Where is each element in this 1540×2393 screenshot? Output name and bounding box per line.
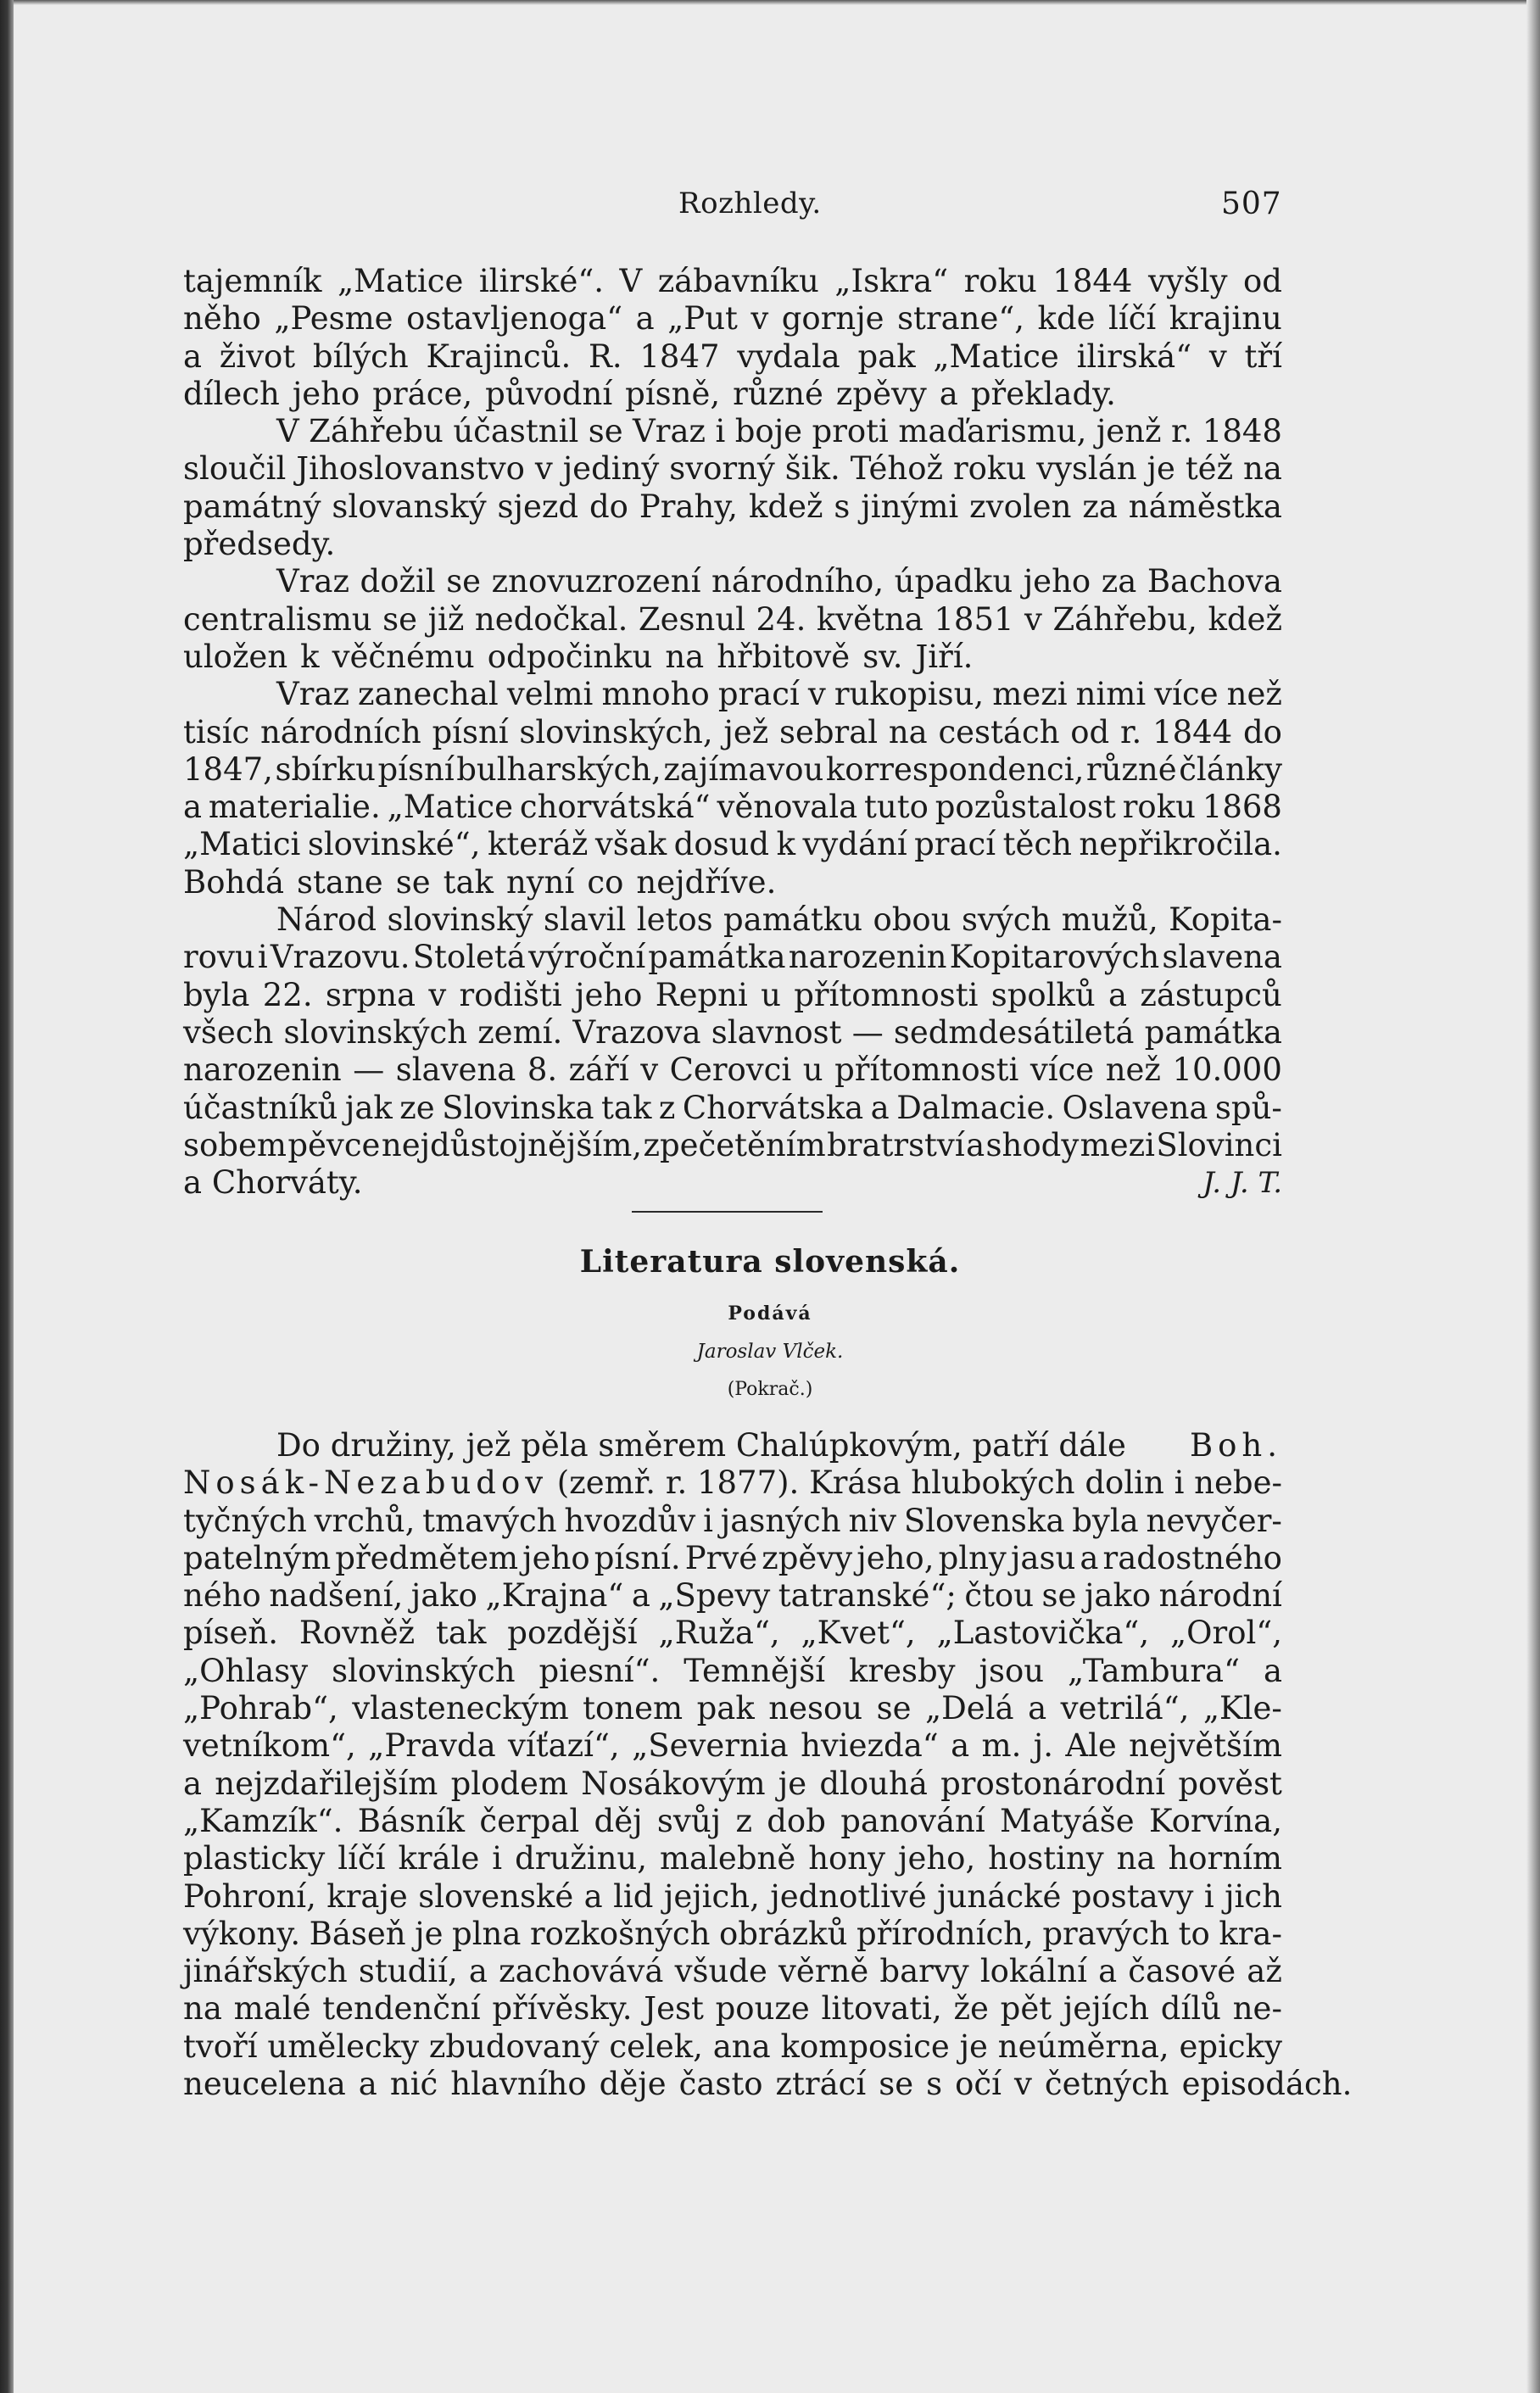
- text-line: a nejzdařilejším plodem Nosákovým je dlouhá prostonárodní pověst: [183, 1765, 1282, 1802]
- text-line: tisíc národních písní slovinských, jež sebral na cestách od r. 1844 do: [183, 713, 1282, 750]
- scan-edge-right: [1526, 0, 1540, 2393]
- text-line: „Ohlasy slovinských piesní“. Temnější kresby jsou „Tambura“ a: [183, 1652, 1282, 1689]
- section-heading: Literatura slovenská.: [579, 1244, 961, 1280]
- text-line: a materialie. „Matice chorvátská“ věnovala tuto pozůstalost roku 1868: [183, 789, 1282, 826]
- text-line: Pohroní, kraje slovenské a lid jejich, jednotlivé junácké postavy i jich: [183, 1877, 1282, 1915]
- text-line: „Pohrab“, vlasteneckým tonem pak nesou se „Delá a vetrilá“, „Kle-: [183, 1690, 1282, 1727]
- signature: J. J. T.: [1202, 1166, 1282, 1201]
- text-line: vetníkom“, „Pravda víťazí“, „Severnia hviezda“ a m. j. Ale největším: [183, 1727, 1282, 1765]
- text-line: dílech jeho práce, původní písně, různé zpěvy a překlady.: [183, 375, 1116, 412]
- article-end: [183, 263, 1282, 1202]
- section-separator-rule: [632, 1211, 823, 1213]
- closing-line: [183, 1164, 1282, 1202]
- text-line: narozenin — slavena 8. září v Cerovci u přítomnosti více než 10.000: [183, 1051, 1282, 1089]
- text-line: patelným předmětem jeho písní. Prvé zpěvy jeho, plny jasu a radostného: [183, 1539, 1282, 1576]
- text-line: sloučil Jihoslovanstvo v jediný svorný šik. Téhož roku vyslán je též na: [183, 450, 1282, 488]
- page-number: 507: [1221, 187, 1282, 221]
- author-name-spaced: Boh.: [1189, 1427, 1282, 1464]
- text-line: Bohdá stane se tak nyní co nejdříve.: [183, 863, 777, 901]
- text-line: sobem pěvce nejdůstojnějším, zpečetěním bratrství a shody mezi Slovinci: [183, 1126, 1282, 1163]
- text-line: uložen k věčnému odpočinku na hřbitově sv. Jiří.: [183, 638, 974, 675]
- author-name-spaced: Nosák-Nezabudov: [183, 1464, 549, 1502]
- byline-label: Podává: [728, 1302, 812, 1325]
- text-line: V Záhřebu účastnil se Vraz i boje proti maďarismu, jenž r. 1848: [276, 413, 1282, 450]
- section-body: [183, 1427, 1353, 2103]
- text-line: píseň. Rovněž tak pozdější „Ruža“, „Kvet“, „Lastovička“, „Orol“,: [183, 1615, 1282, 1652]
- line-fragment: Do družiny, jež pěla směrem Chalúpkovým, patří dále: [276, 1427, 1126, 1464]
- text-line: [183, 1464, 1282, 1502]
- text-line: a život bílých Krajinců. R. 1847 vydala pak „Matice ilirská“ v tří: [183, 337, 1282, 375]
- text-line: účastníků jak ze Slovinska tak z Chorvátska a Dalmacie. Oslavena spů-: [183, 1089, 1282, 1126]
- text-line: tvoří umělecky zbudovaný celek, ana komposice je neúměrna, epicky: [183, 2028, 1282, 2065]
- text-line: tyčných vrchů, tmavých hvozdův i jasných niv Slovenska byla nevyčer-: [183, 1502, 1282, 1539]
- running-head: Rozhledy.: [678, 187, 822, 220]
- text-line: plasticky líčí krále i družinu, malebně hony jeho, hostiny na horním: [183, 1840, 1282, 1877]
- text-line: rovu i Vrazovu. Stoletá výroční památka narozenin Kopitarových slavena: [183, 939, 1282, 976]
- text-line: centralismu se již nedočkal. Zesnul 24. května 1851 v Záhřebu, kdež: [183, 600, 1282, 638]
- text-line: tajemník „Matice ilirské“. V zábavníku „Iskra“ roku 1844 vyšly od: [183, 263, 1282, 299]
- text-line: neucelena a nić hlavního děje často ztrácí se s očí v četných episodách.: [183, 2066, 1353, 2103]
- text-line: památný slovanský sjezd do Prahy, kdež s jinými zvolen za náměstka: [183, 488, 1282, 525]
- text-line: všech slovinských zemí. Vrazova slavnost — sedmdesátiletá památka: [183, 1013, 1282, 1051]
- text-line: výkony. Báseň je plna rozkošných obrázků přírodních, pravých to kra-: [183, 1915, 1282, 1952]
- text-line: 1847, sbírku písní bulharských, zajímavou korrespondenci, různé články: [183, 750, 1282, 788]
- continued-note: (Pokrač.): [727, 1379, 813, 1400]
- text-line: jinářských studií, a zachovává všude věrně barvy lokální a časové až: [183, 1953, 1282, 1990]
- text-line: „Matici slovinské“, kteráž však dosud k vydání prací těch nepřikročila.: [183, 826, 1282, 863]
- text-line: byla 22. srpna v rodišti jeho Repni u přítomnosti spolků a zástupců: [183, 976, 1282, 1013]
- text-line: Vraz zanechal velmi mnoho prací v rukopisu, mezi nimi více než: [276, 676, 1282, 713]
- text-line: předsedy.: [183, 526, 336, 563]
- scan-edge-top: [14, 0, 1540, 5]
- text-line: Vraz dožil se znovuzrození národního, úpadku jeho za Bachova: [276, 563, 1282, 600]
- text-line: něho „Pesme ostavljenoga“ a „Put v gornje strane“, kde líčí krajinu: [183, 300, 1282, 337]
- text-line: na malé tendenční přívěsky. Jest pouze litovati, že pět jejích dílů ne-: [183, 1990, 1282, 2028]
- text-line: Národ slovinský slavil letos památku obou svých mužů, Kopita-: [276, 901, 1282, 939]
- text-line: [183, 1427, 1282, 1464]
- text-line: „Kamzík“. Básník čerpal děj svůj z dob panování Matyáše Korvína,: [183, 1802, 1282, 1839]
- text-line: ného nadšení, jako „Krajna“ a „Spevy tatranské“; čtou se jako národní: [183, 1577, 1282, 1615]
- byline-author: Jaroslav Vlček.: [696, 1341, 844, 1363]
- scan-edge-left: [0, 0, 14, 2393]
- closing-text: a Chorváty.: [183, 1164, 363, 1202]
- line-fragment: (zemř. r. 1877). Krása hlubokých dolin i nebe-: [556, 1464, 1282, 1502]
